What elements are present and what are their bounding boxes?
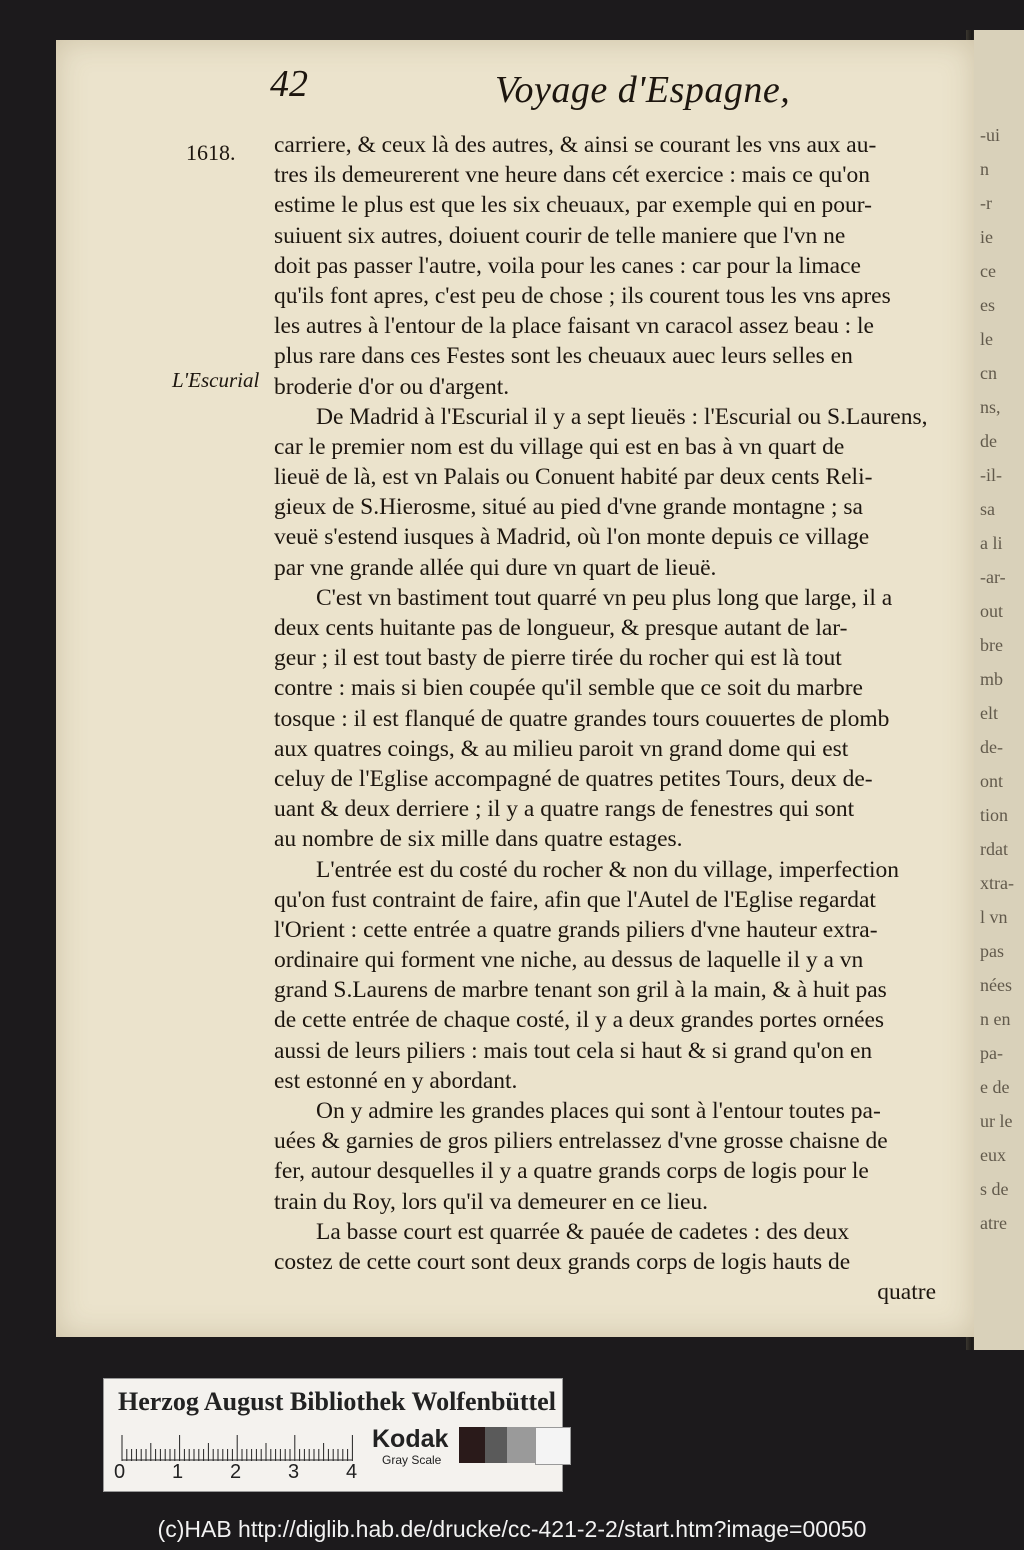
- facing-page-fragment: tion: [980, 805, 1009, 825]
- ruler-numbers: [114, 1461, 374, 1483]
- facing-page-fragment: s de: [980, 1179, 1009, 1199]
- facing-page-fragment: n: [980, 159, 989, 179]
- facing-page-fragment: de: [980, 431, 997, 451]
- facing-page-fragment: atre: [980, 1213, 1007, 1233]
- text-line: L'entrée est du costé du rocher & non du village, imperfection: [316, 856, 900, 883]
- text-line: tosque : il est flanqué de quatre grandes tours couuertes de plomb: [274, 705, 890, 732]
- facing-page-fragment: rdat: [980, 839, 1008, 859]
- text-line: carriere, & ceux là des autres, & ainsi se courant les vns aux au-: [274, 132, 877, 158]
- facing-page-fragment: eux: [980, 1145, 1006, 1165]
- facing-page-fragment: pas: [980, 941, 1004, 961]
- text-line: au nombre de six mille dans quatre estages.: [274, 826, 683, 853]
- ruler-number: 4: [346, 1461, 358, 1483]
- facing-page-fragment: mb: [980, 669, 1004, 689]
- gray-swatch: [459, 1427, 485, 1463]
- gray-swatch: [535, 1427, 571, 1465]
- margin-year: 1618.: [186, 140, 236, 165]
- gray-swatch: [507, 1427, 535, 1463]
- text-line: car le premier nom est du village qui est en bas à vn quart de: [274, 433, 845, 460]
- text-line: De Madrid à l'Escurial il y a sept lieuës : l'Escurial ou S.Laurens,: [316, 403, 928, 430]
- text-line: les autres à l'entour de la place faisant vn caracol assez beau : le: [274, 313, 874, 340]
- text-line: l'Orient : cette entrée a quatre grands piliers d'vne hauteur extra-: [274, 916, 878, 943]
- text-line: qu'ils font apres, c'est peu de chose ; ils courent tous les vns apres: [274, 282, 891, 309]
- text-line: estime le plus est que les six cheuaux, par exemple qui en pour-: [274, 192, 872, 219]
- kodak-logo: Kodak: [372, 1425, 449, 1453]
- ruler-number: 2: [230, 1461, 242, 1483]
- facing-page-edge: [974, 30, 1024, 1350]
- facing-page-fragment: bre: [980, 635, 1003, 655]
- text-line: broderie d'or ou d'argent.: [274, 373, 510, 400]
- text-line: doit pas passer l'autre, voila pour les canes : car pour la limace: [274, 252, 861, 279]
- text-line: train du Roy, lors qu'il va demeurer en ce lieu.: [274, 1188, 709, 1215]
- facing-page-fragment: ie: [980, 227, 993, 247]
- text-line: plus rare dans ces Festes sont les cheuaux auec leurs selles en: [274, 343, 853, 370]
- text-line: La basse court est quarrée & pauée de cadetes : des deux: [316, 1218, 850, 1245]
- margin-place-note: L'Escurial: [172, 368, 260, 392]
- text-line: deux cents huitante pas de longueur, & presque autant de lar-: [274, 615, 848, 641]
- text-line: geur ; il est tout basty de pierre tirée du rocher qui est là tout: [274, 645, 842, 672]
- text-line: uant & deux derriere ; il y a quatre rangs de fenestres qui sont: [274, 796, 855, 823]
- text-line: uées & garnies de gros piliers entrelassez d'vne grosse chaisne de: [274, 1128, 888, 1155]
- text-line: aussi de leurs piliers : mais tout cela si haut & si grand qu'on en: [274, 1037, 873, 1064]
- text-line: qu'on fust contraint de faire, afin que l'Autel de l'Eglise regardat: [274, 886, 876, 913]
- text-line: veuë s'estend iusques à Madrid, où l'on monte depuis ce village: [274, 524, 870, 551]
- institution-name: Herzog August Bibliothek Wolfenbüttel: [118, 1387, 556, 1416]
- facing-page-fragment: n en: [980, 1009, 1011, 1029]
- text-line: tres ils demeurerent vne heure dans cét exercice : mais ce qu'on: [274, 162, 871, 189]
- color-calibration-card: [103, 1378, 563, 1492]
- text-line: aux quatres coings, & au milieu paroit vn grand dome qui est: [274, 735, 849, 762]
- facing-page-fragment: cn: [980, 363, 997, 383]
- facing-page-fragment: elt: [980, 703, 998, 723]
- ruler-scale: [118, 1433, 358, 1461]
- facing-page-fragment: out: [980, 601, 1004, 621]
- text-line: ordinaire qui forment vne niche, au dessus de laquelle il y a vn: [274, 947, 864, 974]
- copyright-footer: (c)HAB http://diglib.hab.de/drucke/cc-421-2-2/start.htm?image=00050: [157, 1516, 867, 1542]
- text-line: On y admire les grandes places qui sont à l'entour toutes pa-: [316, 1098, 881, 1124]
- ruler-number: 1: [172, 1461, 184, 1483]
- text-line: contre : mais si bien coupée qu'il semble que ce soit du marbre: [274, 675, 863, 702]
- text-line: fer, autour desquelles il y a quatre grands corps de logis pour le: [274, 1158, 869, 1185]
- facing-page-fragment: e de: [980, 1077, 1010, 1097]
- text-line: C'est vn bastiment tout quarré vn peu plus long que large, il a: [316, 584, 893, 611]
- text-line: est estonné en y abordant.: [274, 1067, 518, 1094]
- ruler-number: 0: [114, 1461, 126, 1483]
- facing-page-fragment: a li: [980, 533, 1003, 553]
- facing-page-fragment: ont: [980, 771, 1004, 791]
- text-line: costez de cette court sont deux grands corps de logis hauts de: [274, 1248, 851, 1275]
- text-line: lieuë de là, est vn Palais ou Conuent habité par deux cents Reli-: [274, 464, 873, 491]
- page-header: [210, 62, 890, 122]
- facing-page-fragment: ce: [980, 261, 996, 281]
- text-line: gieux de S.Hierosme, situé au pied d'vne grande montagne ; sa: [274, 494, 863, 521]
- facing-page-fragment: l vn: [980, 907, 1008, 927]
- text-line: par vne grande allée qui dure vn quart de lieuë.: [274, 554, 717, 581]
- facing-page-fragment: nées: [980, 975, 1012, 995]
- facing-page-fragment: -il-: [980, 465, 1002, 485]
- text-line: grand S.Laurens de marbre tenant son gril à la main, & à huit pas: [274, 977, 887, 1004]
- text-line: suiuent six autres, doiuent courir de telle maniere que l'vn ne: [274, 222, 846, 249]
- gray-swatch: [485, 1427, 507, 1463]
- facing-page-fragment: ur le: [980, 1111, 1013, 1131]
- page-number: 42: [270, 63, 308, 105]
- running-head: Voyage d'Espagne,: [495, 69, 791, 111]
- facing-page-fragment: es: [980, 295, 995, 315]
- facing-page-fragment: xtra-: [980, 873, 1014, 893]
- facing-page-fragment: sa: [980, 499, 995, 519]
- facing-page-fragment: le: [980, 329, 993, 349]
- ruler-number: 3: [288, 1461, 300, 1483]
- body-text: [274, 130, 942, 1307]
- facing-page-fragment: -ui: [980, 125, 1000, 145]
- text-line: quatre: [877, 1279, 936, 1306]
- text-line: de cette entrée de chaque costé, il y a deux grandes portes ornées: [274, 1007, 885, 1034]
- text-line: celuy de l'Eglise accompagné de quatres petites Tours, deux de-: [274, 765, 873, 792]
- facing-page-fragment: de-: [980, 737, 1003, 757]
- facing-page-fragment: -r: [980, 193, 992, 213]
- facing-page-fragment: -ar-: [980, 567, 1006, 587]
- facing-page-fragment: ns,: [980, 397, 1001, 417]
- gray-scale-label: Gray Scale: [382, 1453, 442, 1467]
- facing-page-fragment: pa-: [980, 1043, 1003, 1063]
